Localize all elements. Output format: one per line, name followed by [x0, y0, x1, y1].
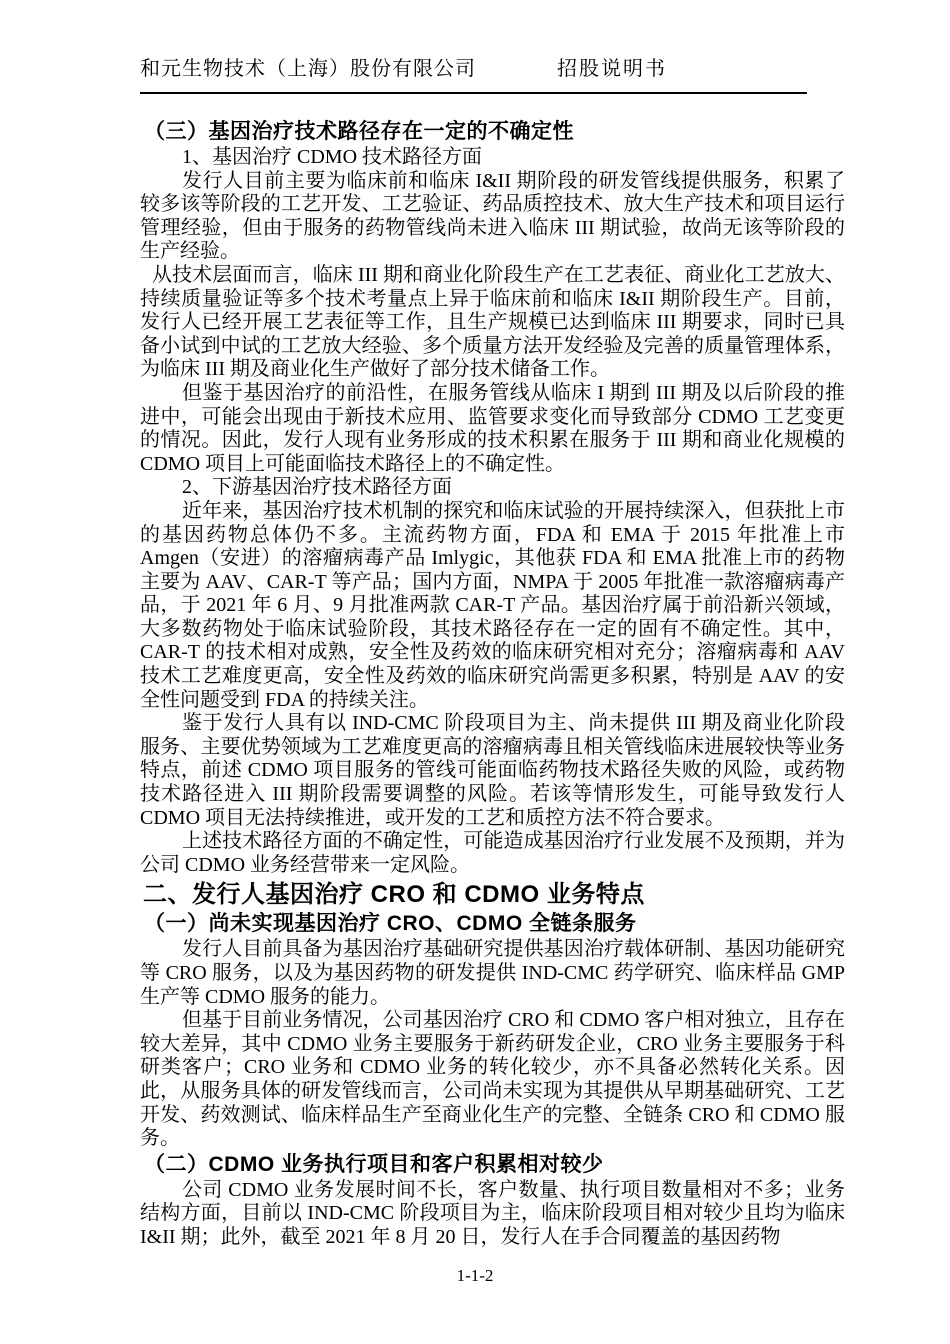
- subitem-2: 2、下游基因治疗技术路径方面: [182, 476, 452, 499]
- document-body: [140, 119, 845, 1250]
- subitem-1: 1、基因治疗 CDMO 技术路径方面: [182, 146, 483, 168]
- paragraph: 但鉴于基因治疗的前沿性，在服务管线从临床 I 期到 III 期及以后阶段的推进中，可能会出现由于新技术应用、监管要求变化而导致部分 CDMO 工艺变更的情况。因此，发行人现有业务形成的技术积累在服务于 III 期和商业化规模的 CDMO 项目上可能面临技术路径上的不确定性。: [140, 381, 845, 475]
- subsection-heading-1: （一）尚未实现基因治疗 CRO、CDMO 全链条服务: [144, 912, 637, 936]
- page-header: [140, 52, 845, 81]
- paragraph: 发行人目前主要为临床前和临床 I&II 期阶段的研发管线提供服务，积累了较多该等阶段的工艺开发、工艺验证、药品质控技术、放大生产技术和项目运行管理经验，但由于服务的药物管线尚未进入临床 III 期试验，故尚无该等阶段的生产经验。: [140, 169, 845, 263]
- paragraph: 鉴于发行人具有以 IND-CMC 阶段项目为主、尚未提供 III 期及商业化阶段服务、主要优势领域为工艺难度更高的溶瘤病毒且相关管线临床进展较快等业务特点，前述 CDMO 项目服务的管线可能面临药物技术路径失败的风险，或药物技术路径进入 III 期阶段需要调整的风险。若该等情形发生，可能导致发行人 CDMO 项目无法持续推进，或开发的工艺和质控方法不符合要求。: [140, 712, 845, 829]
- paragraph: 但基于目前业务情况，公司基因治疗 CRO 和 CDMO 客户相对独立，且存在较大差异，其中 CDMO 业务主要服务于新药研发企业，CRO 业务主要服务于科研类客户；CRO 业务和 CDMO 业务的转化较少，亦不具备必然转化关系。因此，从服务具体的研发管线而言，公司尚未实现为其提供从早期基础研究、工艺开发、药效测试、临床样品生产至商业化生产的完整、全链条 CRO 和 CDMO 服务。: [140, 1009, 845, 1150]
- page-footer: [0, 1266, 950, 1286]
- section-heading-3: （三）基因治疗技术路径存在一定的不确定性: [144, 120, 574, 143]
- paragraph: 公司 CDMO 业务发展时间不长，客户数量、执行项目数量相对不多；业务结构方面，目前以 IND-CMC 阶段项目为主，临床阶段项目相对较少且均为临床 I&II 期；此外，截至 2021 年 8 月 20 日，发行人在手合同覆盖的基因药物: [140, 1178, 845, 1248]
- document-type-label: 招股说明书: [557, 58, 667, 80]
- paragraph: 上述技术路径方面的不确定性，可能造成基因治疗行业发展不及预期，并为公司 CDMO 业务经营带来一定风险。: [140, 830, 845, 876]
- company-name: 和元生物技术（上海）股份有限公司: [140, 58, 476, 80]
- page-number: 1-1-2: [456, 1266, 494, 1285]
- paragraph: 从技术层面而言，临床 III 期和商业化阶段生产在工艺表征、商业化工艺放大、持续质量验证等多个技术考量点上异于临床前和临床 I&II 期阶段生产。目前，发行人已经开展工艺表征等工作，且生产规模已达到临床 III 期要求，同时已具备小试到中试的工艺放大经验、多个质量方法开发经验及完善的质量管理体系，为临床 III 期及商业化生产做好了部分技术储备工作。: [140, 263, 845, 381]
- header-rule: [140, 92, 807, 94]
- paragraph: 近年来，基因治疗技术机制的探究和临床试验的开展持续深入，但获批上市的基因药物总体仍不多。主流药物方面，FDA 和 EMA 于 2015 年批准上市 Amgen（安进）的溶瘤病毒产品 Imlygic，其他获 FDA 和 EMA 批准上市的药物主要为 AAV、CAR-T 等产品；国内方面，NMPA 于 2005 年批准一款溶瘤病毒产品，于 2021 年 6 月、9 月批准两款 CAR-T 产品。基因治疗属于前沿新兴领域，大多数药物处于临床试验阶段，其技术路径存在一定的固有不确定性。其中，CAR-T 的技术相对成熟，安全性及药效的临床研究相对充分；溶瘤病毒和 AAV 技术工艺难度更高，安全性及药效的临床研究尚需更多积累，特别是 AAV 的安全性问题受到 FDA 的持续关注。: [140, 499, 845, 711]
- section-heading-2: 二、发行人基因治疗 CRO 和 CDMO 业务特点: [143, 881, 645, 909]
- paragraph: 发行人目前具备为基因治疗基础研究提供基因治疗载体研制、基因功能研究等 CRO 服务，以及为基因药物的研发提供 IND-CMC 药学研究、临床样品 GMP 生产等 CDMO 服务的能力。: [140, 938, 845, 1008]
- subsection-heading-2: （二）CDMO 业务执行项目和客户积累相对较少: [144, 1152, 604, 1176]
